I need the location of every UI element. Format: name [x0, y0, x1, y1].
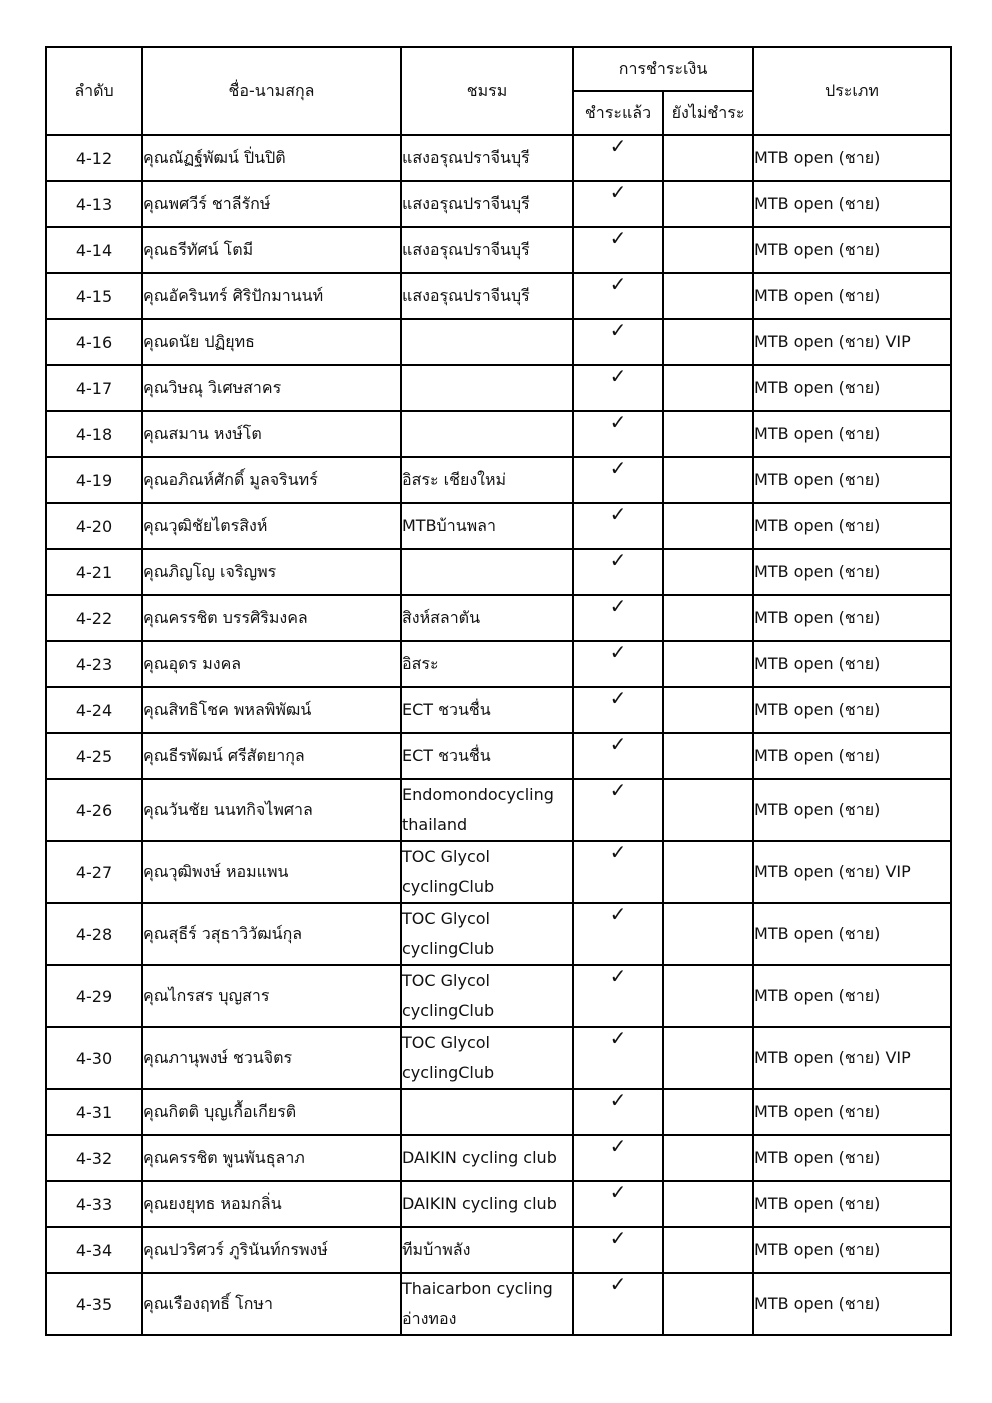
row-club: TOC Glycol cyclingClub — [401, 841, 573, 903]
row-name: คุณวุฒิชัยไตรสิงห์ — [142, 503, 401, 549]
table-header — [46, 47, 951, 135]
table-row — [46, 687, 951, 733]
row-type: MTB open (ชาย) — [753, 1089, 951, 1135]
row-paid-checkmark-icon: ✓ — [573, 733, 663, 779]
row-club: สิงห์สลาตัน — [401, 595, 573, 641]
row-unpaid — [663, 1181, 753, 1227]
header-paid: ชำระแล้ว — [573, 91, 663, 135]
table-row — [46, 1273, 951, 1335]
table-row — [46, 903, 951, 965]
row-paid-checkmark-icon: ✓ — [573, 411, 663, 457]
row-number: 4-19 — [46, 457, 142, 503]
row-type: MTB open (ชาย) — [753, 595, 951, 641]
row-number: 4-25 — [46, 733, 142, 779]
row-name: คุณอัครินทร์ ศิริปักมานนท์ — [142, 273, 401, 319]
row-paid-checkmark-icon: ✓ — [573, 1135, 663, 1181]
row-club — [401, 411, 573, 457]
header-unpaid: ยังไม่ชำระ — [663, 91, 753, 135]
row-name: คุณภานุพงษ์ ชวนจิตร — [142, 1027, 401, 1089]
row-name: คุณวิษณุ วิเศษสาคร — [142, 365, 401, 411]
row-type: MTB open (ชาย) — [753, 1135, 951, 1181]
row-club: Endomondocycling thailand — [401, 779, 573, 841]
row-club: TOC Glycol cyclingClub — [401, 1027, 573, 1089]
row-club — [401, 1089, 573, 1135]
row-club: อิสระ — [401, 641, 573, 687]
row-club: แสงอรุณปราจีนบุรี — [401, 273, 573, 319]
row-name: คุณธรีทัศน์ โตมี — [142, 227, 401, 273]
table-row — [46, 965, 951, 1027]
row-unpaid — [663, 181, 753, 227]
table-row — [46, 733, 951, 779]
table-row — [46, 595, 951, 641]
row-unpaid — [663, 641, 753, 687]
row-number: 4-18 — [46, 411, 142, 457]
table-row — [46, 641, 951, 687]
row-number: 4-33 — [46, 1181, 142, 1227]
row-name: คุณวุฒิพงษ์ หอมแพน — [142, 841, 401, 903]
row-number: 4-24 — [46, 687, 142, 733]
row-type: MTB open (ชาย) — [753, 411, 951, 457]
table-row — [46, 227, 951, 273]
table-row — [46, 319, 951, 365]
table-row — [46, 365, 951, 411]
row-number: 4-27 — [46, 841, 142, 903]
row-number: 4-28 — [46, 903, 142, 965]
row-number: 4-26 — [46, 779, 142, 841]
table-row — [46, 273, 951, 319]
row-paid-checkmark-icon: ✓ — [573, 181, 663, 227]
row-unpaid — [663, 1273, 753, 1335]
row-club: ECT ชวนชื่น — [401, 687, 573, 733]
row-number: 4-15 — [46, 273, 142, 319]
row-club: ECT ชวนชื่น — [401, 733, 573, 779]
row-name: คุณอุดร มงคล — [142, 641, 401, 687]
table-row — [46, 841, 951, 903]
row-type: MTB open (ชาย) — [753, 779, 951, 841]
row-unpaid — [663, 687, 753, 733]
row-number: 4-30 — [46, 1027, 142, 1089]
header-name: ชื่อ-นามสกุล — [142, 47, 401, 135]
row-paid-checkmark-icon: ✓ — [573, 365, 663, 411]
row-number: 4-23 — [46, 641, 142, 687]
row-club — [401, 365, 573, 411]
row-paid-checkmark-icon: ✓ — [573, 1227, 663, 1273]
row-name: คุณดนัย ปฏิยุทธ — [142, 319, 401, 365]
row-type: MTB open (ชาย) — [753, 273, 951, 319]
row-type: MTB open (ชาย) — [753, 365, 951, 411]
row-type: MTB open (ชาย) — [753, 1227, 951, 1273]
row-paid-checkmark-icon: ✓ — [573, 687, 663, 733]
row-name: คุณภิญโญ เจริญพร — [142, 549, 401, 595]
row-number: 4-35 — [46, 1273, 142, 1335]
row-name: คุณสิทธิโชค พหลพิพัฒน์ — [142, 687, 401, 733]
row-number: 4-22 — [46, 595, 142, 641]
table-row — [46, 1089, 951, 1135]
row-paid-checkmark-icon: ✓ — [573, 457, 663, 503]
row-number: 4-20 — [46, 503, 142, 549]
row-number: 4-12 — [46, 135, 142, 181]
row-type: MTB open (ชาย) — [753, 733, 951, 779]
row-unpaid — [663, 365, 753, 411]
table-row — [46, 1181, 951, 1227]
header-payment: การชำระเงิน — [573, 47, 753, 91]
row-unpaid — [663, 135, 753, 181]
row-type: MTB open (ชาย) — [753, 503, 951, 549]
row-paid-checkmark-icon: ✓ — [573, 595, 663, 641]
row-type: MTB open (ชาย) — [753, 549, 951, 595]
row-club: แสงอรุณปราจีนบุรี — [401, 135, 573, 181]
table-row — [46, 1135, 951, 1181]
row-paid-checkmark-icon: ✓ — [573, 1181, 663, 1227]
row-type: MTB open (ชาย) VIP — [753, 1027, 951, 1089]
row-unpaid — [663, 1227, 753, 1273]
row-number: 4-16 — [46, 319, 142, 365]
row-paid-checkmark-icon: ✓ — [573, 1027, 663, 1089]
row-paid-checkmark-icon: ✓ — [573, 273, 663, 319]
table-row — [46, 135, 951, 181]
row-club: TOC Glycol cyclingClub — [401, 965, 573, 1027]
row-unpaid — [663, 549, 753, 595]
table-row — [46, 779, 951, 841]
row-type: MTB open (ชาย) — [753, 1273, 951, 1335]
row-type: MTB open (ชาย) — [753, 687, 951, 733]
row-paid-checkmark-icon: ✓ — [573, 549, 663, 595]
row-name: คุณณัฏฐ์พัฒน์ ปิ่นปิติ — [142, 135, 401, 181]
row-paid-checkmark-icon: ✓ — [573, 135, 663, 181]
row-unpaid — [663, 457, 753, 503]
row-club: TOC Glycol cyclingClub — [401, 903, 573, 965]
row-club: อิสระ เชียงใหม่ — [401, 457, 573, 503]
row-paid-checkmark-icon: ✓ — [573, 227, 663, 273]
header-order: ลำดับ — [46, 47, 142, 135]
row-number: 4-17 — [46, 365, 142, 411]
row-type: MTB open (ชาย) — [753, 181, 951, 227]
table-row — [46, 181, 951, 227]
row-club: DAIKIN cycling club — [401, 1181, 573, 1227]
row-paid-checkmark-icon: ✓ — [573, 319, 663, 365]
row-unpaid — [663, 273, 753, 319]
row-unpaid — [663, 841, 753, 903]
row-club: แสงอรุณปราจีนบุรี — [401, 181, 573, 227]
row-number: 4-34 — [46, 1227, 142, 1273]
row-name: คุณธีรพัฒน์ ศรีสัตยากุล — [142, 733, 401, 779]
row-name: คุณกิตติ บุญเกื้อเกียรติ — [142, 1089, 401, 1135]
row-name: คุณยงยุทธ หอมกลิ่น — [142, 1181, 401, 1227]
row-unpaid — [663, 1089, 753, 1135]
row-name: คุณครรชิต พูนพันธุลาภ — [142, 1135, 401, 1181]
row-name: คุณปวริศวร์ ภูรินันท์กรพงษ์ — [142, 1227, 401, 1273]
table-body — [46, 135, 951, 1335]
row-club — [401, 319, 573, 365]
row-unpaid — [663, 227, 753, 273]
row-name: คุณพศวีร์ ชาลีรักษ์ — [142, 181, 401, 227]
row-unpaid — [663, 595, 753, 641]
row-type: MTB open (ชาย) — [753, 903, 951, 965]
row-paid-checkmark-icon: ✓ — [573, 841, 663, 903]
row-number: 4-29 — [46, 965, 142, 1027]
table-row — [46, 457, 951, 503]
row-unpaid — [663, 733, 753, 779]
row-name: คุณสมาน หงษ์โต — [142, 411, 401, 457]
header-club: ชมรม — [401, 47, 573, 135]
row-club: Thaicarbon cycling อ่างทอง — [401, 1273, 573, 1335]
row-unpaid — [663, 1027, 753, 1089]
registration-table — [45, 46, 952, 1336]
row-number: 4-21 — [46, 549, 142, 595]
row-unpaid — [663, 965, 753, 1027]
row-number: 4-31 — [46, 1089, 142, 1135]
row-unpaid — [663, 503, 753, 549]
row-paid-checkmark-icon: ✓ — [573, 1273, 663, 1335]
row-type: MTB open (ชาย) VIP — [753, 841, 951, 903]
row-name: คุณเรืองฤทธิ์ โกษา — [142, 1273, 401, 1335]
row-name: คุณไกรสร บุญสาร — [142, 965, 401, 1027]
row-unpaid — [663, 319, 753, 365]
row-type: MTB open (ชาย) — [753, 227, 951, 273]
row-unpaid — [663, 779, 753, 841]
table-row — [46, 503, 951, 549]
row-name: คุณสุธีร์ วสุธาวิวัฒน์กุล — [142, 903, 401, 965]
row-type: MTB open (ชาย) — [753, 135, 951, 181]
row-type: MTB open (ชาย) — [753, 641, 951, 687]
row-number: 4-14 — [46, 227, 142, 273]
header-type: ประเภท — [753, 47, 951, 135]
row-club — [401, 549, 573, 595]
table-row — [46, 549, 951, 595]
row-type: MTB open (ชาย) — [753, 965, 951, 1027]
row-unpaid — [663, 903, 753, 965]
row-paid-checkmark-icon: ✓ — [573, 965, 663, 1027]
row-type: MTB open (ชาย) — [753, 457, 951, 503]
row-paid-checkmark-icon: ✓ — [573, 503, 663, 549]
row-club: DAIKIN cycling club — [401, 1135, 573, 1181]
row-number: 4-32 — [46, 1135, 142, 1181]
row-club: ทีมบ้าพลัง — [401, 1227, 573, 1273]
row-paid-checkmark-icon: ✓ — [573, 1089, 663, 1135]
row-type: MTB open (ชาย) VIP — [753, 319, 951, 365]
row-unpaid — [663, 1135, 753, 1181]
row-number: 4-13 — [46, 181, 142, 227]
table-row — [46, 1227, 951, 1273]
row-paid-checkmark-icon: ✓ — [573, 779, 663, 841]
row-name: คุณวันชัย นนทกิจไพศาล — [142, 779, 401, 841]
row-type: MTB open (ชาย) — [753, 1181, 951, 1227]
row-unpaid — [663, 411, 753, 457]
row-paid-checkmark-icon: ✓ — [573, 641, 663, 687]
table-row — [46, 411, 951, 457]
row-paid-checkmark-icon: ✓ — [573, 903, 663, 965]
row-name: คุณอภิณห์ศักดิ์ มูลจรินทร์ — [142, 457, 401, 503]
table-row — [46, 1027, 951, 1089]
row-club: แสงอรุณปราจีนบุรี — [401, 227, 573, 273]
row-name: คุณครรชิต บรรศิริมงคล — [142, 595, 401, 641]
row-club: MTBบ้านพลา — [401, 503, 573, 549]
